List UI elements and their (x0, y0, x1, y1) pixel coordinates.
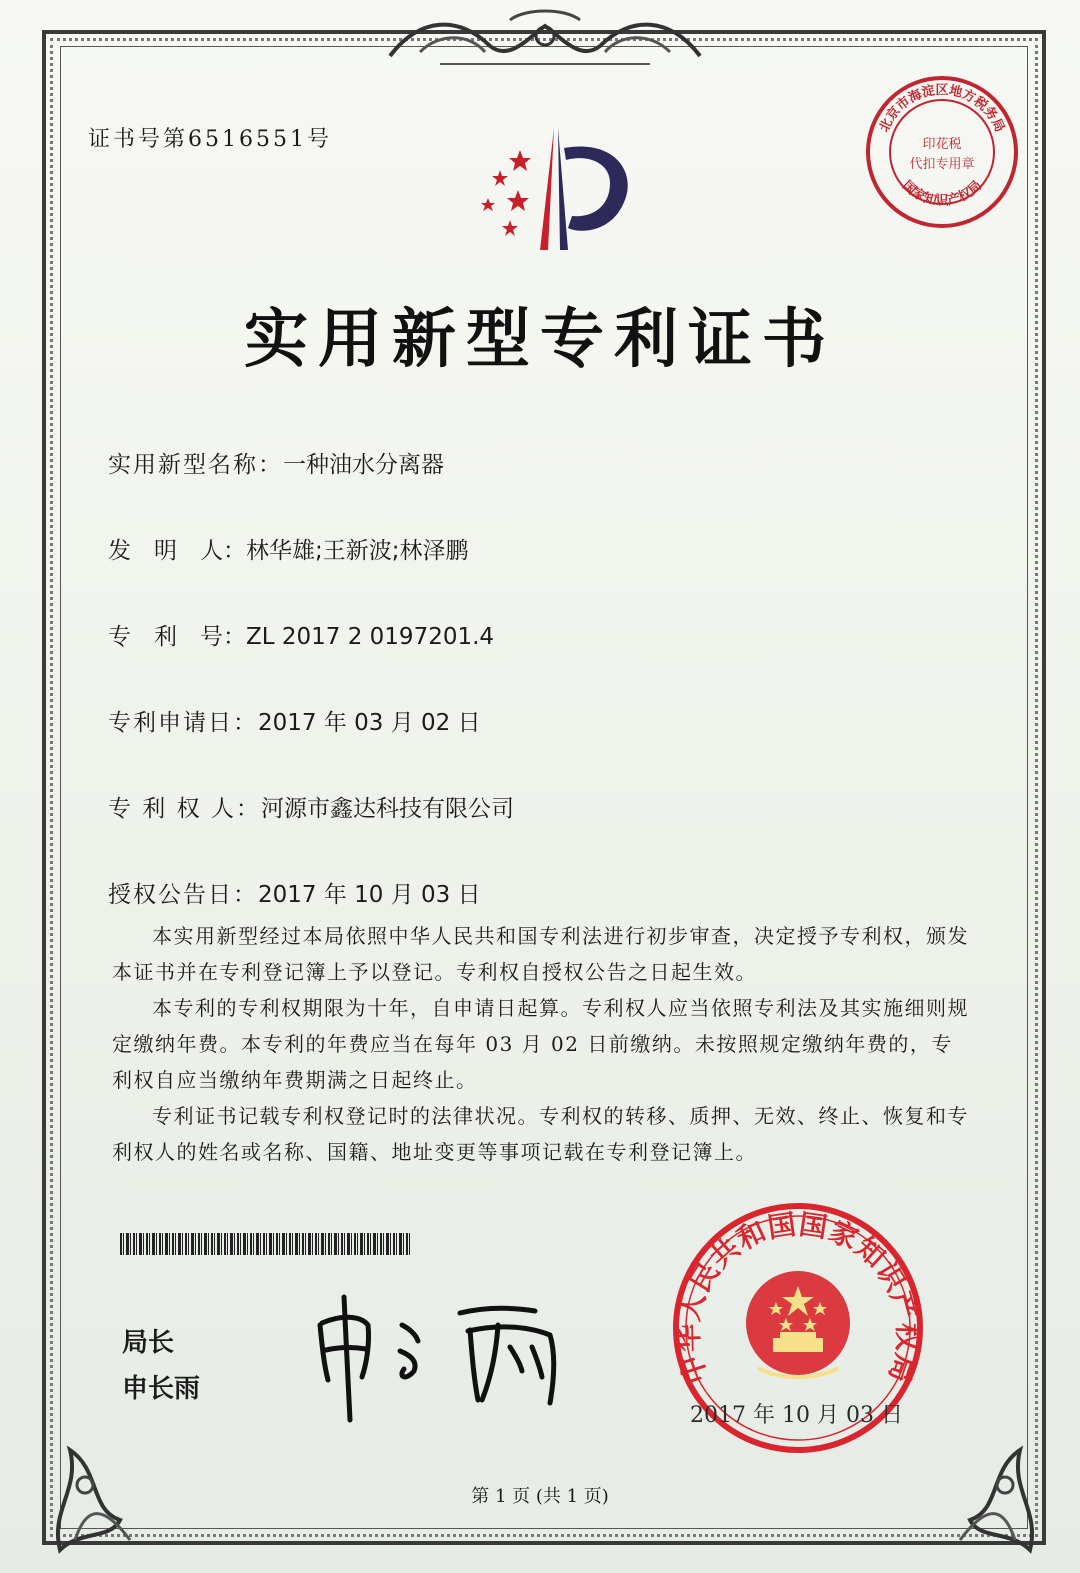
field-value: 林华雄;王新波;林泽鹏 (246, 538, 469, 564)
certificate-number: 证书号第6516551号 (88, 127, 332, 152)
field-value: 一种油水分离器 (283, 452, 444, 478)
field-label: 专 利 号： (108, 624, 246, 650)
tax-stamp (862, 72, 1022, 232)
field-grant-date (108, 876, 481, 909)
svg-text:国家知识产权局 (899, 177, 985, 208)
page-number: 第 1 页 (共 1 页) (471, 1486, 609, 1507)
tax-stamp-bottom-text: 国家知识产权局 (898, 178, 986, 209)
field-patent-number (108, 618, 494, 651)
barcode-icon (120, 1233, 412, 1255)
field-value: ZL 2017 2 0197201.4 (246, 624, 495, 650)
director-title: 局长 (122, 1328, 175, 1358)
body-paragraph: 本实用新型经过本局依照中华人民共和国专利法进行初步审查，决定授予专利权，颁发本证书并在专利登记簿上予以登记。专利权自授权公告之日起生效。 (112, 924, 969, 984)
director-signature (310, 1285, 570, 1425)
field-label: 授权公告日： (108, 882, 258, 908)
seal-text: 中华人民共和国国家知识产权局 (671, 1207, 925, 1388)
director-name: 申长雨 (122, 1374, 201, 1404)
bottom-right-ornament-icon (930, 1390, 1050, 1560)
top-ornament-icon (380, 6, 710, 70)
field-value: 2017 年 10 月 03 日 (258, 882, 481, 908)
field-value: 河源市鑫达科技有限公司 (260, 796, 514, 822)
seal-date: 2017 年 10 月 03 日 (690, 1403, 903, 1428)
body-paragraph: 本专利的专利权期限为十年，自申请日起算。专利权人应当依照专利法及其实施细则规定缴纳年费。本专利的年费应当在每年 03 月 02 日前缴纳。未按照规定缴纳年费的，专利权自应当缴纳年费期满之日起终止。 (112, 996, 969, 1092)
field-label: 发 明 人： (108, 538, 246, 564)
body-paragraph: 专利证书记载专利权登记时的法律状况。专利权的转移、质押、无效、终止、恢复和专利权人的姓名或名称、国籍、地址变更等事项记载在专利登记簿上。 (112, 1104, 969, 1164)
tax-stamp-line2: 代扣专用章 (909, 157, 975, 172)
field-value: 2017 年 03 月 02 日 (258, 710, 481, 736)
tax-stamp-outer-text: 北京市海淀区地方税务局 (876, 83, 1008, 135)
field-label: 实用新型名称： (108, 452, 283, 478)
field-patentee (108, 790, 514, 823)
field-utility-model-name (108, 446, 444, 479)
patent-office-emblem-icon (468, 118, 648, 258)
certificate-title: 实用新型专利证书 (244, 303, 836, 377)
tax-stamp-line1: 印花税 (922, 137, 962, 152)
bottom-left-ornament-icon (40, 1390, 160, 1560)
field-label: 专 利 权 人： (108, 796, 261, 822)
field-application-date (108, 704, 481, 737)
national-emblem-icon (746, 1271, 850, 1377)
field-inventors (108, 532, 469, 565)
certificate-body (112, 918, 972, 1170)
field-label: 专利申请日： (108, 710, 258, 736)
